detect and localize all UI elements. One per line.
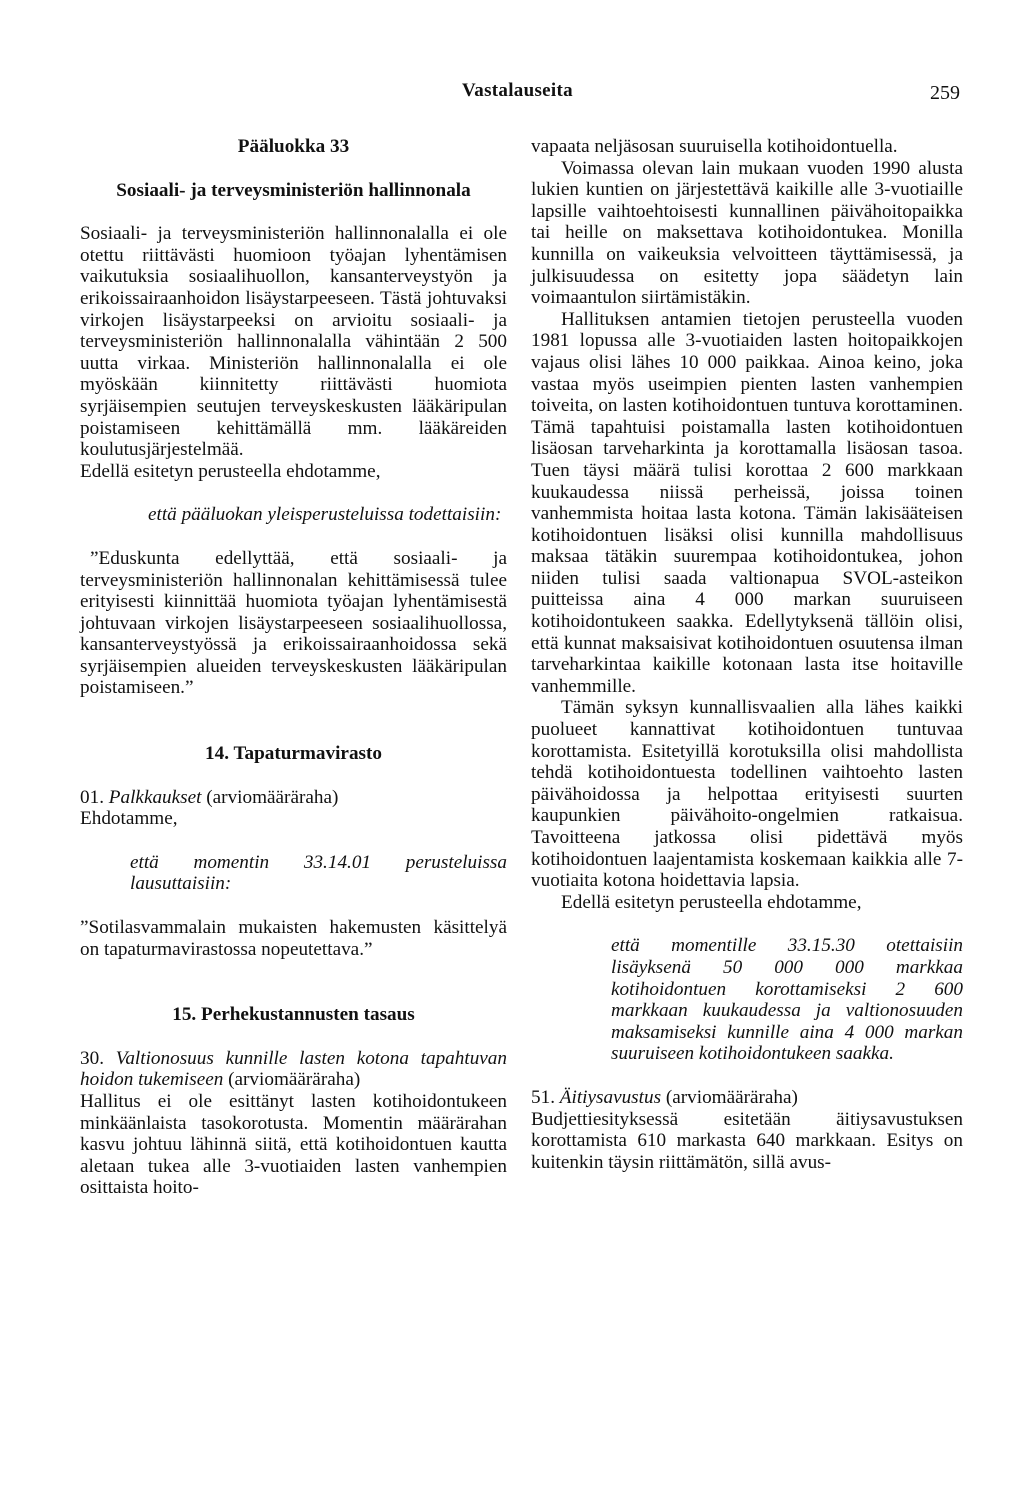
proposal-intro: Edellä esitetyn perusteella ehdotamme, [561,891,862,913]
proposal-text: että momentille 33.15.30 otettaisiin lisäyksenä 50 000 000 markkaa kotihoidontuen korottamiseksi 2 600 markkaan kuukaudessa ja valtionosuuden maksamiseksi kunnille aina 4 000 markan suuruiseen kotihoidontukeen saakka. [611,935,963,1065]
chapter-heading: 15. Perhekustannusten tasaus [172,1004,415,1026]
item-name: Palkkaukset [108,786,202,808]
item-number: 01. [80,786,104,808]
statement-quote: ”Eduskunta edellyttää, että sosiaali- ja terveysministeriön hallinnonalan kehittämisessä tulee erityisesti kiinnittää huomiota työajan lyhentämisestä johtuvaan virkojen lisäystarpeeseen sosiaalihuollossa, kansanterveystyössä ja erikoissairaanhoidossa sekä syrjäisempien alueiden terveyskeskusten lääkäripulan poistamiseen.” [80,547,507,699]
proposal-text: että momentin 33.14.01 perusteluissa lausuttaisiin: [130,851,507,895]
page-number: 259 [930,82,960,104]
item-name: Äitiysavustus [559,1086,662,1108]
body-paragraph: Tämän syksyn kunnallisvaalien alla lähes kaikki puolueet kannattivat kotihoidontuen tuntuvaa korottamista. Esitetyillä korotuksilla olisi mahdollista tehdä kotihoidontuesta todellinen vaihtoehto lasten päivähoidossa ja helpottaa erityisesti suurten kaupunkien päivähoito-ongelmien ratkaisua. Tavoitteena jatkossa olisi pidettävä myös kotihoidontuen laajentamista koskemaan kaikkia alle 7-vuotiaita kotona hoidettavia lapsia. [531,697,963,892]
body-paragraph: Hallitus ei ole esittänyt lasten kotihoidontukeen minkäänlaista tasokorotusta. Momentin määrärahan kasvu johtuu lähinnä siitä, että kotihoidontuen kautta aletaan tukea alle 3-vuotiaiden lasten vanhempien osittaista hoito- [80,1091,507,1199]
body-paragraph: Sosiaali- ja terveysministeriön hallinnonalalla ei ole otettu riittävästi huomioon työajan lyhentämisen vaikutuksia sosiaalihuollon, kansanterveystyön ja erikoissairaanhoidon lisäystarpeeseen. Tästä johtuvaksi virkojen lisäystarpeeksi on arvioitu sosiaali- ja terveysministeriön hallinnonalalla vähintään 2 500 uutta virkaa. Ministeriön hallinnonalalla ei ole myöskään kiinnitetty riittävästi huomiota syrjäisempien seutujen terveyskeskusten lääkäripulan poistamiseen kehittämällä mm. lääkäreiden koulutusjärjestelmää. [80,223,507,461]
chapter-heading: 14. Tapaturmavirasto [205,743,382,765]
item-number: 30. [80,1047,104,1069]
body-paragraph: Budjettiesityksessä esitetään äitiysavustuksen korottamista 610 markasta 640 markkaan. Esitys on kuitenkin täysin riittämätön, sillä avus- [531,1108,963,1173]
budget-item [531,1087,963,1109]
budget-item [80,1048,507,1091]
budget-item [80,787,507,809]
item-type: (arviomääräraha) [206,786,339,808]
right-column [531,136,963,1173]
item-number: 51. [531,1086,555,1108]
proposal-text: että pääluokan yleisperusteluissa todettaisiin: [148,504,502,526]
item-name: Valtionosuus kunnille lasten kotona tapahtuvan hoidon tukemiseen [80,1047,507,1091]
body-paragraph: Hallituksen antamien tietojen perusteella vuoden 1981 lopussa alle 3-vuotiaiden lasten hoitopaikkojen vajaus olisi lähes 10 000 paikkaa. Ainoa keino, joka vastaa myös useimpien pienten lasten vanhempien toiveita, on lasten kotihoidontuen tuntuva korottaminen. Tämä tapahtuisi poistamalla lasten kotihoidontuen lisäosan tarveharkinta ja korottamalla lisäosan tasoa. Tuen täysi määrä tulisi korottaa 2 600 markkaan kuukaudessa niissä perheissä, joissa toinen vanhemmista hoitaa lasta kotona. Tämän lakisääteisen kotihoidontuen lisäksi olisi kunnilla mahdollisuus maksaa tätäkin suurempaa kotihoidontukea, johon niiden tulisi saada valtionapua SVOL-asteikon puitteissa aina 4 000 markan suuruiseen kotihoidontukeen saakka. Edellytyksenä tällöin olisi, että kunnat maksaisivat kotihoidontuen osuutensa ilman tarveharkintaa kaikille kotonaan lasta itse hoitaville vanhemmille. [531,308,963,697]
statement-quote: ”Sotilasvammalain mukaisten hakemusten käsittelyä on tapaturmavirastossa nopeutettava.” [80,917,507,960]
page-header [0,80,1024,110]
proposal-intro: Ehdotamme, [80,808,178,830]
item-type: (arviomääräraha) [665,1086,798,1108]
proposal-intro: Edellä esitetyn perusteella ehdotamme, [80,460,381,482]
body-paragraph: vapaata neljäsosan suuruisella kotihoidontuella. [531,136,898,157]
main-class-title: Pääluokka 33 [237,136,350,157]
running-head: Vastalauseita [462,80,573,101]
left-column [80,136,507,1199]
item-type: (arviomääräraha) [228,1069,361,1091]
body-paragraph: Voimassa olevan lain mukaan vuoden 1990 alusta lukien kuntien on järjestettävä kaikille alle 3-vuotiaille lapsille vaihtoehtoisesti kunnallinen päivähoitopaikka tai heille on maksettava kotihoidontukea. Monilla kunnilla on vaikeuksia velvoitteen täyttämisessä, ja julkisuudessa on esitetty jopa säädetyn lain voimaantulon siirtämistäkin. [531,157,963,309]
section-title: Sosiaali- ja terveysministeriön hallinnonala [116,179,471,201]
